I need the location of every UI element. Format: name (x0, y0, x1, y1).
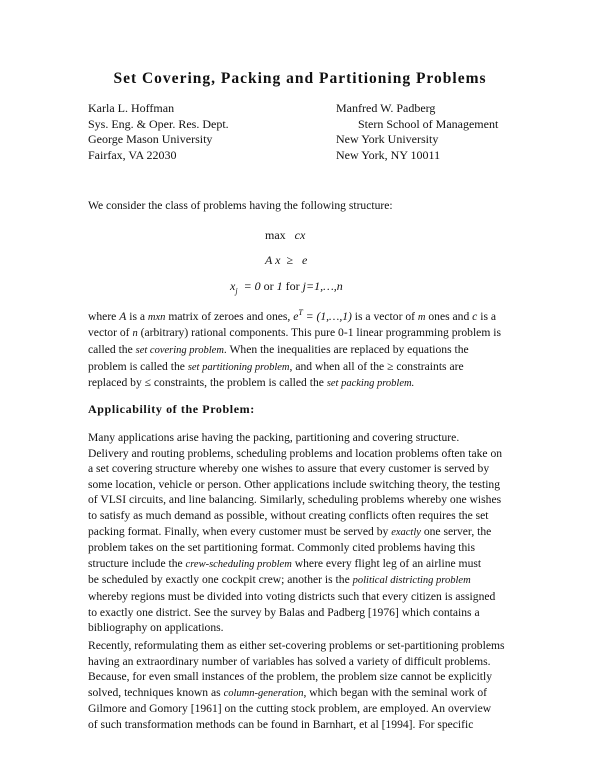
text-line: replaced by ≤ constraints, the problem is called the set packing problem. (88, 376, 415, 390)
author-university: George Mason University (88, 132, 213, 146)
text-line: called the set covering problem. When the inequalities are replaced by equations the (88, 343, 469, 357)
text-line: solved, techniques known as column-generation, which began with the seminal work of (88, 685, 487, 699)
author-department: Sys. Eng. & Oper. Res. Dept. (88, 116, 229, 131)
constraint-rhs: e (302, 253, 308, 267)
formula-domain: $x_j = 0$ or 1 for j=1,…,n (230, 279, 343, 296)
author-block-padberg (336, 101, 498, 163)
text-line: structure include the crew-scheduling problem where every flight leg of an airline must (88, 556, 482, 570)
author-university: New York University (336, 132, 439, 146)
intro-text: We consider the class of problems having the following structure: (88, 199, 393, 212)
objective-word: max (265, 228, 286, 242)
formula-objective (265, 228, 305, 243)
paragraph-applications: Many applications arise having the packing, partitioning and covering structure. Delivery and routing problems, scheduling problems and location problems often take on a set covering structure whereby one wishes to assure that every customer is served by some location, vehicle or person. Other applications include switching theory, the testing of VLSI circuits, and line balancing. Similarly, scheduling problems whereby one wishes to satisfy as much demand as possible, without creating conflicts often requires the set packing format. Finally, when every customer must be served by exactly one server, the problem takes on the set partitioning format. Commonly cited problems having this structure include the crew-scheduling problem where every flight leg of an airline must be scheduled by exactly one cockpit crew; another is the political districting problem whereby regions must be divided into voting districts such that every citizen is assigned to exactly one district. See the survey by Balas and Padberg [1976] which contains a bibliography on applications. (88, 430, 514, 636)
term-set-covering: set covering problem (135, 345, 224, 357)
text-line: vector of n (arbitrary) rational components. This pure 0-1 linear programming problem is (88, 326, 501, 340)
objective-expression: cx (294, 228, 306, 242)
term-set-packing: set packing problem. (326, 378, 415, 390)
author-address: Fairfax, VA 22030 (88, 147, 177, 162)
constraint-operator: ≥ (286, 253, 294, 267)
paragraph-reformulation: Recently, reformulating them as either set-covering problems or set-partitioning problems having an extraordinary number of variables has solved a variety of difficult problems. Because, for even small instances of the problem, the problem size cannot be explicitly solved, techniques known as column-generation, which began with the seminal work of Gilmore and Gomory [1961] on the cutting stock problem, are employed. An overview of such transformation methods can be found in Barnhart, et al [1994]. For specific (88, 638, 514, 733)
term-set-partitioning: set partitioning problem (187, 361, 290, 373)
section-heading-applicability: Applicability of the Problem: (88, 402, 255, 416)
author-name: Manfred W. Padberg (336, 101, 436, 115)
document-title: Set Covering, Packing and Partitioning Problems (113, 70, 487, 87)
text-line: packing format. Finally, when every customer must be served by exactly one server, the (88, 524, 492, 538)
text-line: where A is a mxn matrix of zeroes and ones, $e^T$ = (1,…,1) is a vector of m ones and c is a (88, 308, 497, 323)
paragraph-definition (88, 305, 514, 392)
constraint-lhs: A x (265, 253, 281, 267)
author-department: Stern School of Management (358, 116, 499, 131)
text-line: be scheduled by exactly one cockpit crew; another is the political districting problem (88, 573, 471, 587)
text-line: problem is called the set partitioning problem, and when all of the ≥ constraints are (88, 359, 464, 373)
author-name: Karla L. Hoffman (88, 101, 175, 115)
author-block-hoffman (88, 101, 229, 163)
formula-constraint (265, 253, 307, 268)
author-address: New York, NY 10011 (336, 147, 441, 162)
